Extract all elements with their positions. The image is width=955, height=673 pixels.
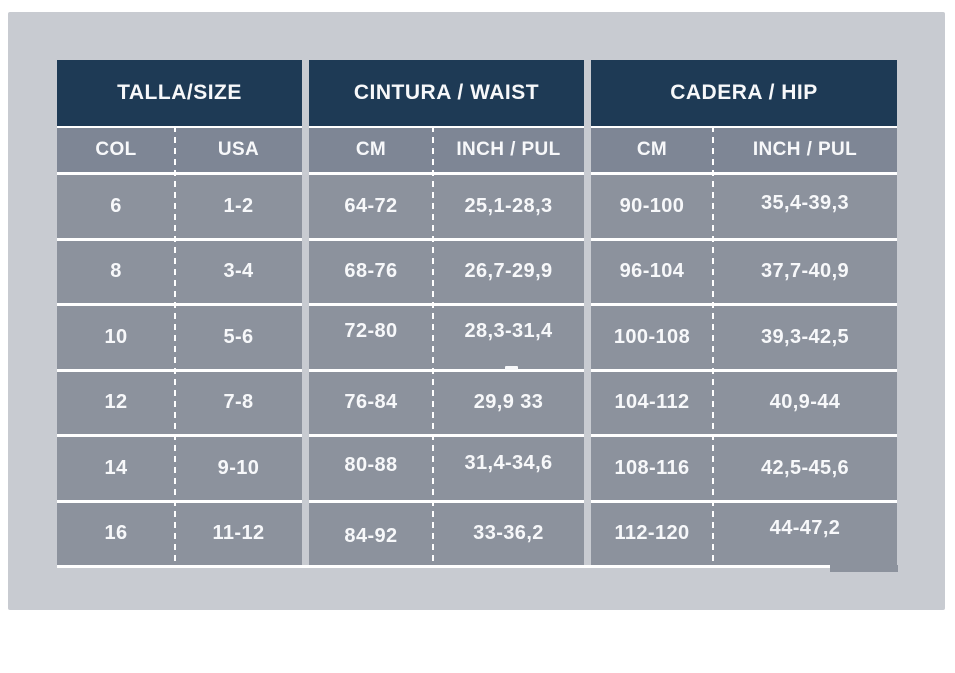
table-cell: 9-10 [217,456,260,479]
table-cell: 64-72 [344,194,398,217]
table-row [57,369,302,435]
table-cell: 44-47,2 [769,517,841,540]
table-cell: 7-8 [223,391,254,414]
column-header-inch-pul: INCH / PUL [456,139,561,160]
table-cell: 14 [104,456,128,479]
subheader-row [309,126,584,172]
table-cell: 108-116 [614,456,690,479]
table-row [591,434,897,500]
table-row [591,238,897,304]
table-cell: 100-108 [613,325,691,348]
table-cell: 1-2 [223,194,254,217]
table-cell: 42,5-45,6 [760,456,850,479]
table-row [309,172,584,238]
bottom-right-scan-artifact [830,565,898,572]
table-cell: 72-80 [344,319,398,342]
table-row [591,500,897,566]
table-cell: 16 [104,522,128,545]
table-cell: 10 [104,325,128,348]
table-cell: 35,4-39,3 [760,191,850,214]
size-chart-table [57,60,898,565]
group-title: CADERA / HIP [670,81,818,104]
table-cell: 29,9 33 [473,391,544,414]
column-group-talla-size [57,60,302,565]
group-title: TALLA/SIZE [117,81,242,104]
table-row [309,369,584,435]
table-cell: 33-36,2 [473,522,544,545]
column-header-usa: USA [217,139,260,160]
column-header-col: COL [95,139,137,160]
column-header-cm: CM [636,139,668,160]
table-cell: 68-76 [344,260,398,283]
table-cell: 104-112 [614,391,690,414]
table-cell: 37,7-40,9 [760,260,850,283]
displaced-hyphen-artifact [505,366,518,370]
table-row [57,434,302,500]
column-header-cm: CM [355,139,387,160]
group-header-cadera-hip [591,60,897,126]
size-chart-panel [8,12,945,610]
table-cell: 26,7-29,9 [464,260,553,283]
table-cell: 11-12 [212,522,265,545]
table-row [591,172,897,238]
table-cell: 76-84 [344,391,398,414]
table-row [591,303,897,369]
table-cell: 80-88 [344,453,398,476]
table-row [57,172,302,238]
table-cell: 28,3-31,4 [464,319,553,342]
table-row [309,238,584,304]
group-title: CINTURA / WAIST [353,81,540,104]
table-row [57,303,302,369]
table-cell: 8 [110,260,122,283]
column-group-cintura-waist [309,60,584,565]
table-row [57,500,302,566]
subheader-row [591,126,897,172]
table-cell: 3-4 [223,260,254,283]
table-cell: 90-100 [619,194,685,217]
table-row [309,303,584,369]
table-cell: 5-6 [223,325,254,348]
table-cell: 12 [104,391,128,414]
table-row [309,434,584,500]
table-cell: 39,3-42,5 [760,325,850,348]
table-row [591,369,897,435]
table-cell: 112-120 [614,522,690,545]
group-header-talla-size [57,60,302,126]
table-cell: 31,4-34,6 [464,451,553,474]
column-header-inch-pul: INCH / PUL [752,139,858,160]
group-header-cintura-waist [309,60,584,126]
table-row [57,238,302,304]
table-cell: 40,9-44 [769,391,841,414]
table-cell: 25,1-28,3 [464,194,553,217]
table-cell: 96-104 [619,260,685,283]
table-row [309,500,584,566]
table-cell: 84-92 [344,525,398,548]
column-group-cadera-hip [591,60,897,565]
table-bottom-border [57,565,830,568]
table-cell: 6 [110,194,122,217]
subheader-row [57,126,302,172]
